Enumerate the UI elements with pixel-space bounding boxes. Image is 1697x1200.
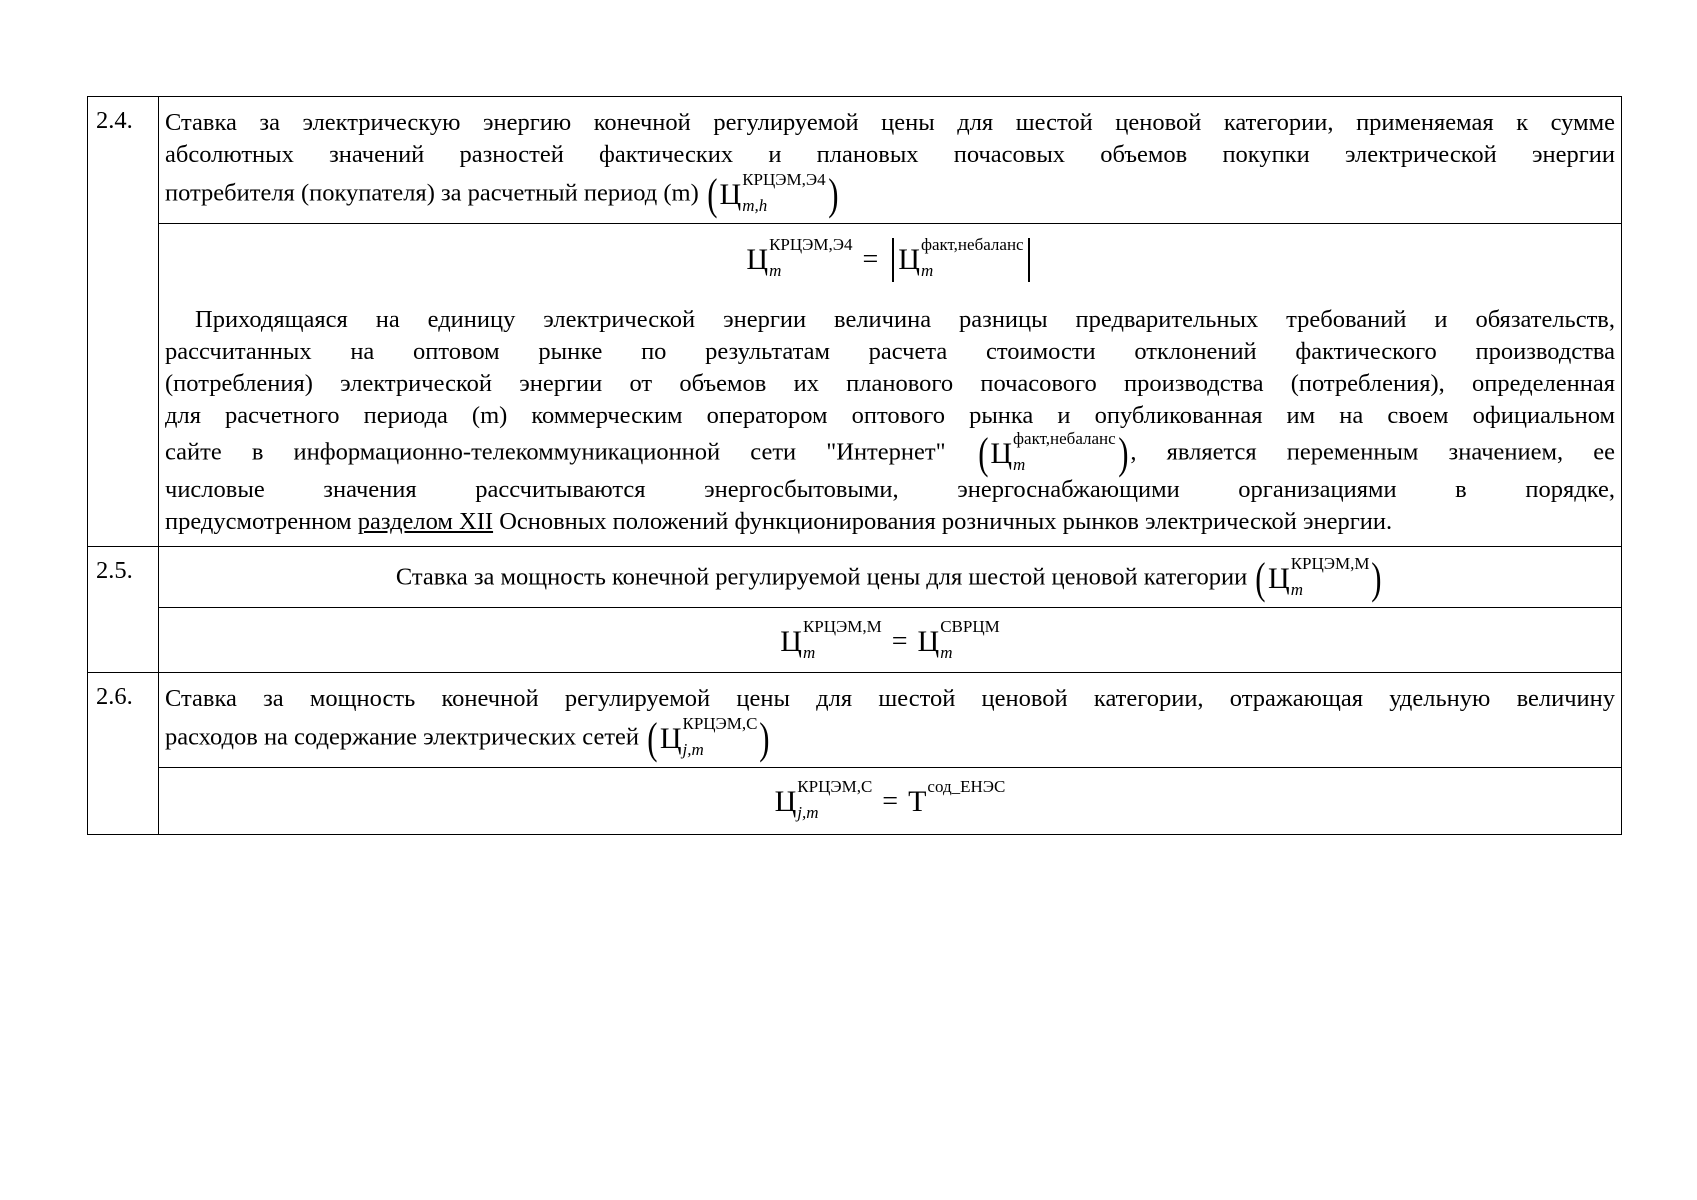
section-link[interactable]: разделом XII [357, 508, 494, 535]
table-row [88, 673, 1622, 768]
table-row [88, 768, 1622, 835]
formula-and-explanation [159, 224, 1622, 547]
math-symbol [976, 429, 1131, 478]
formula-lhs-scripts [769, 235, 853, 280]
left-paren: ( [647, 714, 658, 763]
table-row [88, 547, 1622, 608]
formula-rhs-sub-empty [927, 804, 931, 822]
left-paren: ( [707, 170, 718, 219]
symbol-subscript: m [1290, 580, 1303, 599]
formula-rhs-scripts [920, 235, 1024, 280]
formula-rhs-base: Ц [917, 625, 940, 658]
formula-expression [746, 235, 1033, 282]
formula-lhs-sup: КРЦЭМ,М [802, 617, 882, 636]
text-line: Ставка за электрическую энергию конечной регулируемой цены для шестой ценовой категории, применяемая к сумме [165, 109, 1615, 136]
formula-lhs-sup: КРЦЭМ,Э4 [769, 235, 853, 254]
text-line-with-symbol [165, 170, 1615, 219]
symbol-superscript: КРЦЭМ,М [1290, 554, 1370, 573]
rate-description [159, 547, 1622, 608]
text-fragment: , является переменным значением, ее [1130, 438, 1615, 466]
text-fragment: Ставка за мощность конечной регулируемой цены для шестой ценовой категории [395, 563, 1248, 591]
right-paren: ) [827, 170, 839, 219]
formula-lhs-base: Ц [774, 785, 797, 818]
right-paren: ) [1371, 554, 1382, 603]
rate-description [159, 97, 1622, 224]
symbol-superscript: КРЦЭМ,С [682, 714, 758, 733]
formula-rhs-base: Т [908, 785, 927, 818]
table-row [88, 608, 1622, 673]
formula-rhs-scripts [940, 617, 1000, 662]
formula-rhs-base: Ц [898, 243, 920, 276]
symbol-superscript: КРЦЭМ,Э4 [742, 170, 826, 189]
math-symbol [705, 170, 840, 219]
text-fragment: Основных положений функционирования розничных рынков электрической энергии. [499, 508, 1393, 535]
formula-rhs-sub: m [940, 643, 953, 662]
symbol-scripts [742, 170, 826, 215]
formula-expression [780, 617, 1000, 662]
left-paren: ( [1255, 554, 1266, 603]
formula-rhs-sub: m [920, 261, 934, 280]
equals-sign: = [891, 626, 908, 657]
equals-sign: = [882, 786, 899, 817]
symbol-base: Ц [1268, 562, 1290, 595]
tariff-table [87, 96, 1622, 835]
abs-bar-left [892, 238, 894, 282]
text-line-with-symbol [165, 429, 1615, 478]
symbol-scripts [1013, 429, 1116, 474]
formula-lhs-scripts [802, 617, 882, 662]
symbol-subscript: j,m [682, 740, 704, 759]
formula-lhs-base: Ц [746, 243, 769, 276]
symbol-base: Ц [719, 178, 742, 211]
math-symbol [645, 714, 772, 763]
symbol-scripts [1290, 554, 1370, 599]
formula-lhs-base: Ц [780, 625, 802, 658]
text-fragment: расходов на содержание электрических сетей [165, 723, 640, 751]
text-line: абсолютных значений разностей фактических и плановых почасовых объемов покупки электрической энергии [165, 141, 1615, 168]
symbol-subscript: m [1013, 455, 1026, 474]
symbol-subscript: m,h [742, 196, 768, 215]
text-fragment: сайте в информационно-телекоммуникационной сети "Интернет" [165, 438, 946, 466]
math-symbol [1253, 554, 1384, 603]
right-paren: ) [1117, 429, 1129, 478]
text-line: Приходящаяся на единицу электрической энергии величина разницы предварительных требований и обязательств, [195, 306, 1615, 333]
text-line-with-symbol [165, 714, 1615, 763]
formula [159, 608, 1622, 673]
symbol-superscript: факт,небаланс [1013, 429, 1116, 448]
rate-description [159, 673, 1622, 768]
symbol-base: Ц [990, 437, 1013, 470]
formula-lhs-sup: КРЦЭМ,С [797, 777, 873, 796]
text-line: Ставка за мощность конечной регулируемой цены для шестой ценовой категории, отражающая удельную величину [165, 685, 1615, 712]
table-row [88, 97, 1622, 224]
abs-bar-right [1028, 238, 1030, 282]
formula-rhs-sup: сод_ЕНЭС [927, 777, 1006, 796]
text-line [165, 506, 1615, 538]
text-line: числовые значения рассчитываются энергосбытовыми, энергоснабжающими организациями в порядке, [165, 476, 1615, 503]
formula-lhs-sub: m [769, 261, 782, 280]
symbol-base: Ц [659, 722, 682, 755]
text-fragment: потребителя (покупателя) за расчетный период (m) [165, 179, 699, 207]
table-row [88, 224, 1622, 547]
text-line: для расчетного периода (m) коммерческим оператором оптового рынка и опубликованная им на своем официальном [165, 402, 1615, 429]
formula [165, 235, 1615, 282]
row-number: 2.6. [88, 673, 159, 835]
text-line: (потребления) электрической энергии от объемов их планового почасового производства (потребления), определенная [165, 370, 1615, 397]
equals-sign: = [862, 244, 879, 275]
formula-rhs-sup: СВРЦМ [940, 617, 1000, 636]
row-number: 2.5. [88, 547, 159, 673]
formula [159, 768, 1622, 835]
text-fragment: предусмотренном [165, 508, 352, 535]
symbol-scripts [682, 714, 758, 759]
document-page [87, 96, 1622, 835]
text-line: рассчитанных на оптовом рынке по результатам расчета стоимости отклонений фактического производства [165, 338, 1615, 365]
formula-expression [774, 777, 1006, 822]
row-number: 2.4. [88, 97, 159, 547]
formula-rhs-sup: факт,небаланс [920, 235, 1024, 254]
formula-rhs-scripts [927, 777, 1006, 820]
formula-lhs-sub: j,m [797, 803, 819, 822]
left-paren: ( [977, 429, 989, 478]
formula-lhs-sub: m [802, 643, 816, 662]
right-paren: ) [759, 714, 770, 763]
formula-lhs-scripts [797, 777, 873, 822]
